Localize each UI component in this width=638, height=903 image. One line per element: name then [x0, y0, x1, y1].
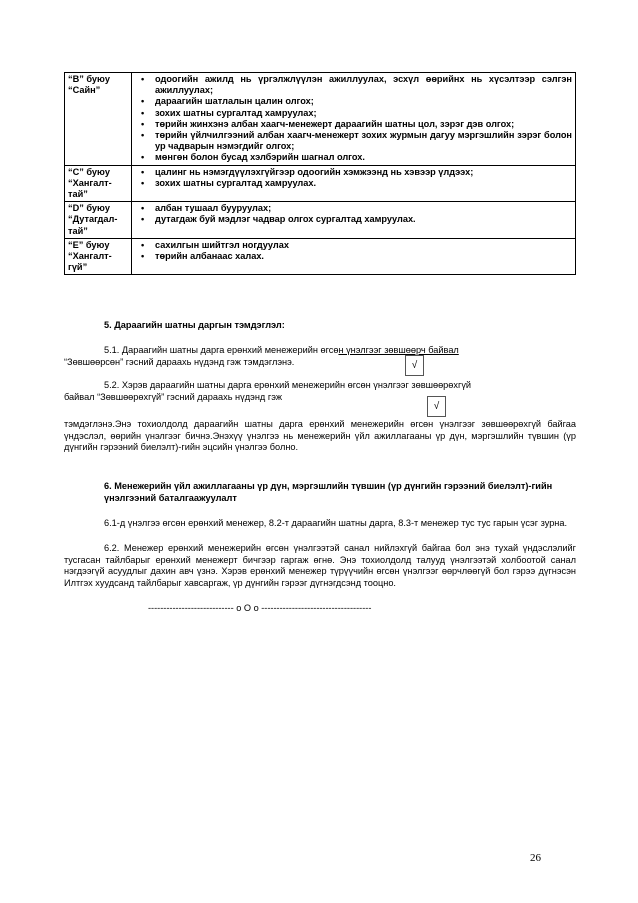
list-item: • төрийн албанаас халах.: [135, 251, 572, 262]
list-item: • цалинг нь нэмэгдүүлэхгүйгээр одоогийн хэмжээнд нь хэвээр үлдээх;: [135, 167, 572, 178]
consequence-cell: [132, 165, 576, 202]
consequence-cell: [132, 73, 576, 166]
grade-cell: “D” буюу “Дутагдал-тай”: [65, 202, 132, 239]
table-row: [65, 73, 576, 166]
paragraph-5-1-text-a: 5.1. Дараагийн шатны дарга ерөнхий менежерийн өгсө: [104, 345, 339, 355]
paragraph-5-1-line1: [64, 345, 576, 357]
paragraph-6-1: 6.1-д үнэлгээ өгсөн ерөнхий менежер, 8.2-т дараагийн шатны дарга, 8.3-т менежер тус тус гарын үсэг зурна.: [104, 518, 568, 528]
list-item: • төрийн үйлчилгээний албан хаагч-менежерт зохих журмын дагуу мэргэшлийн зэрэг болон ур чадварын нэмэгдийг олгох;: [135, 130, 572, 152]
grade-consequence-table: [64, 72, 576, 275]
list-item: • дутагдаж буй мэдлэг чадвар олгох сургалтад хамруулах.: [135, 214, 572, 225]
grade-cell: “C” буюу “Хангалт-тай”: [65, 165, 132, 202]
paragraph-5-1: [64, 345, 576, 368]
consequence-list: [135, 203, 572, 225]
list-item: • төрийн жинхэнэ албан хаагч-менежерт дараагийн шатны цол, зэрэг дэв олгох;: [135, 119, 572, 130]
paragraph-5-2-line2: байвал “Зөвшөөрөхгүй” гэсний дараахь нүдэнд гэж: [64, 391, 283, 402]
list-item: • дараагийн шатлалын цалин олгох;: [135, 96, 572, 107]
grade-cell: “E” буюу “Хангалт-гүй”: [65, 238, 132, 275]
list-item: • зохих шатны сургалтад хамруулах.: [135, 178, 572, 189]
paragraph-5-3: тэмдэглэнэ.Энэ тохиолдолд дараагийн шатны дарга ерөнхий менежерийн өгсөн үнэлгээг зөвшөөрөхгүй байгаа үндэслэл, өөрийн үнэлгээг бичнэ.Энэхүү үнэлгээ нь менежерийн үйл ажиллагааны үр дүн, мэргэшлийн түвшин (үр дүнгийн гэрээний биелэлт)-гийн эцсийн үнэлгээ болно.: [64, 419, 576, 453]
paragraph-5-2: [64, 380, 576, 403]
table-row: [65, 202, 576, 239]
table-row: [65, 238, 576, 275]
consequence-cell: [132, 202, 576, 239]
paragraph-6-2: 6.2. Менежер ерөнхий менежерийн өгсөн үнэлгээтэй санал нийлэхгүй байгаа бол энэ тухай үндэслэлийг тусгасан тайлбарыг ерөнхий менежерт бичгээр гаргаж өгнө. Энэ тохиолдолд талууд үнэлгээтэй холбоотой санал нэгдээгүй асуудлыг дахин авч үзнэ. Хэрэв ерөнхий менежер түрүүчийн өгсөн үнэлгээг өөрчлөөгүй бол гэрээ дүгнэсэн Илтгэх хуудсанд тайлбарыг хавсаргаж, үр дүнгийн гэрээг дүгнэгдсэнд тооцно.: [64, 543, 576, 588]
closing-separator: ---------------------------- о О о ------------------------------------: [148, 603, 372, 613]
section5-title: 5. Дараагийн шатны даргын тэмдэглэл:: [104, 320, 285, 330]
consequence-list: [135, 167, 572, 189]
grade-cell: “B” буюу “Сайн”: [65, 73, 132, 166]
consequence-list: [135, 74, 572, 164]
section6-title: 6. Менежерийн үйл ажиллагааны үр дүн, мэргэшлийн түвшин (үр дүнгийн гэрээний биелэлт)-гийн үнэлгээний баталгаажуулалт: [104, 481, 553, 503]
list-item: • сахилгын шийтгэл ногдуулах: [135, 240, 572, 251]
list-item: • одоогийн ажилд нь үргэлжлүүлэн ажиллуулах, эсхүл өөрийнх нь хүсэлтээр сэлгэн ажиллуулах;: [135, 74, 572, 96]
agree-checkbox[interactable]: √: [405, 355, 424, 376]
paragraph-5-1-line2: “Зөвшөөрсөн” гэсний дараахь нүдэнд гэж тэмдэглэнэ.: [64, 356, 295, 367]
list-item: • албан тушаал бууруулах;: [135, 203, 572, 214]
list-item: • зохих шатны сургалтад хамруулах;: [135, 108, 572, 119]
paragraph-5-2-line1: 5.2. Хэрэв дараагийн шатны дарга ерөнхий менежерийн өгсөн үнэлгээг зөвшөөрөхгүй: [104, 380, 472, 390]
consequence-list: [135, 240, 572, 262]
disagree-checkbox[interactable]: √: [427, 396, 446, 417]
list-item: • мөнгөн болон бусад хэлбэрийн шагнал олгох.: [135, 152, 572, 163]
table-row: [65, 165, 576, 202]
consequence-cell: [132, 238, 576, 275]
paragraph-5-1-text-underlined: н үнэлгээг зөвшөөрч байвал: [338, 345, 459, 355]
page-number: 26: [530, 852, 541, 864]
